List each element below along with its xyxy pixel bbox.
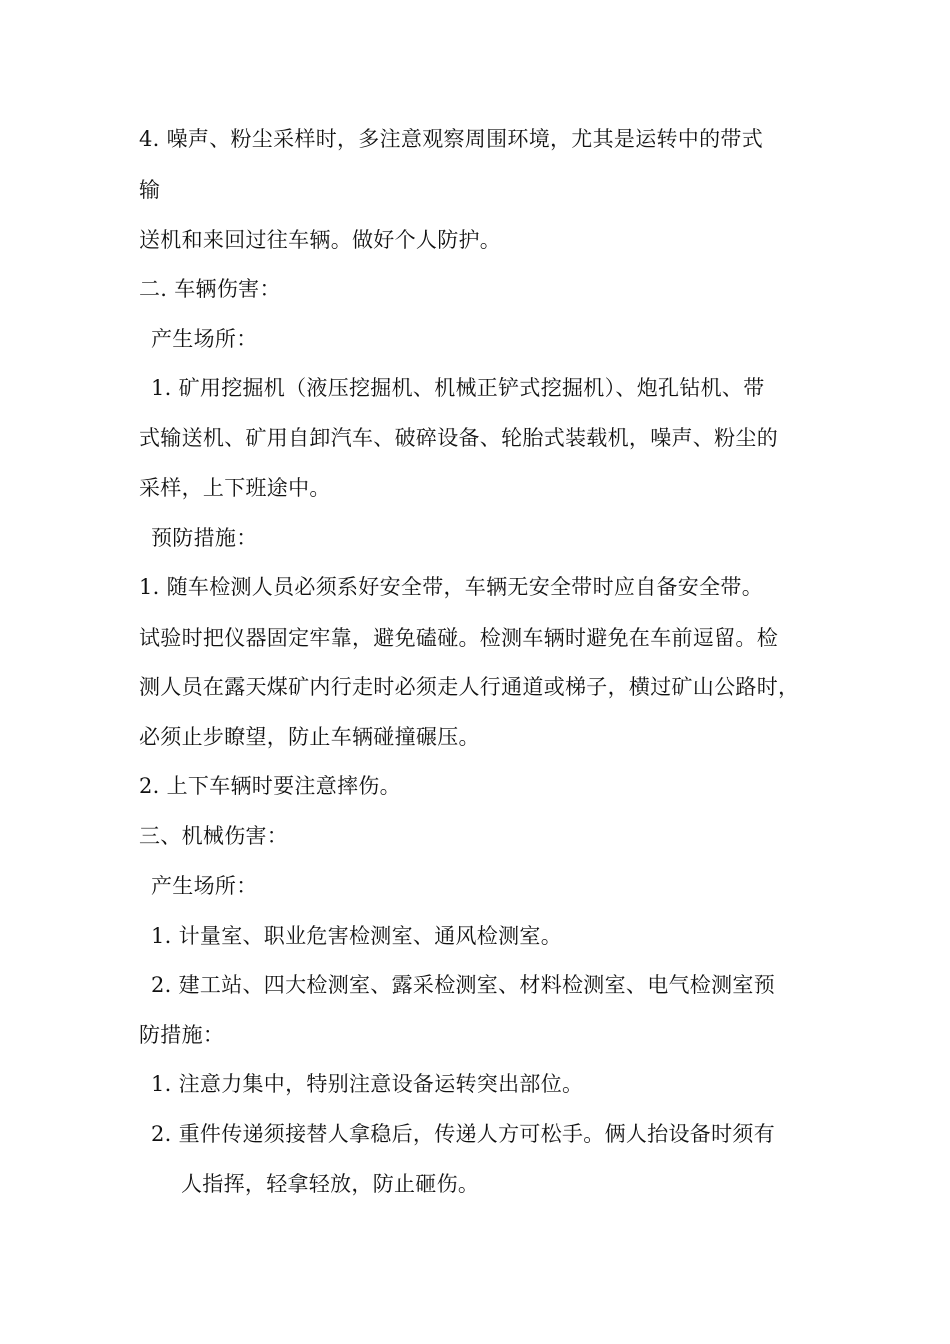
text-line-prevention-1-cont: 试验时把仪器固定牢靠，避免磕碰。检测车辆时避免在车前逗留。检 bbox=[139, 626, 778, 650]
section-heading-vehicle-injury: 二. 车辆伤害： bbox=[139, 277, 281, 301]
subheading-locations: 产生场所： bbox=[151, 327, 258, 351]
subheading-locations-2: 产生场所： bbox=[151, 874, 258, 898]
text-line-location-2-1: 1. 计量室、职业危害检测室、通风检测室。 bbox=[151, 924, 563, 948]
text-line-location-1-cont: 式输送机、矿用自卸汽车、破碎设备、轮胎式装载机，噪声、粉尘的 bbox=[139, 426, 778, 450]
subheading-prevention: 预防措施： bbox=[151, 526, 258, 550]
text-line-continuation: 输 bbox=[139, 178, 161, 202]
text-line-noise-dust-sampling: 4. 噪声、粉尘采样时，多注意观察周围环境，尤其是运转中的带式 bbox=[139, 127, 764, 151]
text-line-measure-1: 1. 注意力集中，特别注意设备运转突出部位。 bbox=[151, 1072, 584, 1096]
text-line-location-2-2: 2. 建工站、四大检测室、露采检测室、材料检测室、电气检测室预 bbox=[151, 973, 776, 997]
text-line-location-2-2-end: 防措施： bbox=[139, 1023, 225, 1047]
text-line-prevention-1: 1. 随车检测人员必须系好安全带，车辆无安全带时应自备安全带。 bbox=[139, 575, 764, 599]
text-line-prevention-2: 2. 上下车辆时要注意摔伤。 bbox=[139, 774, 401, 798]
section-heading-mechanical-injury: 三、机械伤害： bbox=[139, 824, 289, 848]
text-line-prevention-1-end: 必须止步瞭望，防止车辆碰撞碾压。 bbox=[139, 725, 480, 749]
text-line-measure-2: 2. 重件传递须接替人拿稳后，传递人方可松手。俩人抬设备时须有 bbox=[151, 1122, 776, 1146]
text-line-location-1: 1. 矿用挖掘机（液压挖掘机、机械正铲式挖掘机）、炮孔钻机、带 bbox=[151, 376, 765, 400]
text-line-prevention-1-cont2: 测人员在露天煤矿内行走时必须走人行通道或梯子，横过矿山公路时， bbox=[139, 675, 800, 699]
text-line-personal-protection: 送机和来回过往车辆。做好个人防护。 bbox=[139, 228, 502, 252]
text-line-measure-2-cont: 人指挥，轻拿轻放，防止砸伤。 bbox=[181, 1172, 480, 1196]
text-line-location-1-end: 采样，上下班途中。 bbox=[139, 476, 331, 500]
